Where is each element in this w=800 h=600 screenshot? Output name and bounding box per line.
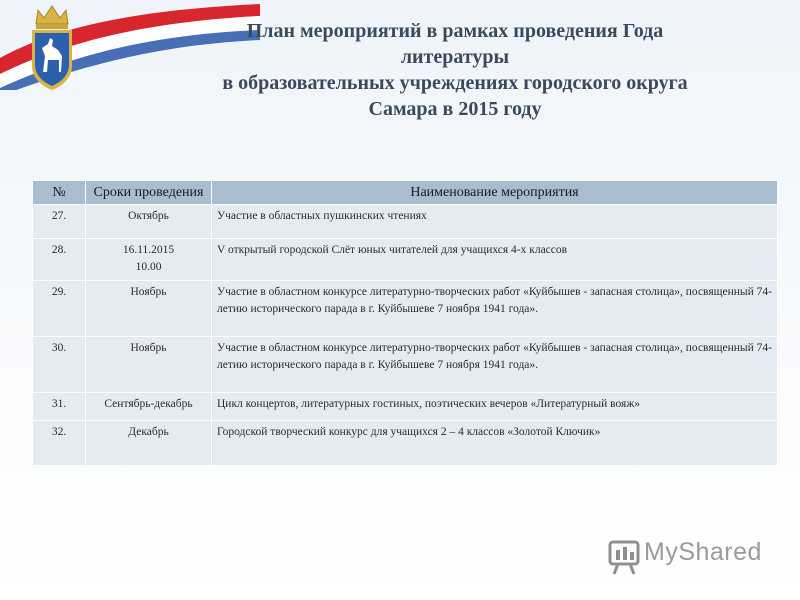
row-date — [86, 239, 212, 281]
row-date: Сентябрь-декабрь — [86, 393, 212, 421]
header-event-name: Наименование мероприятия — [212, 181, 778, 205]
row-event-name: V открытый городской Слёт юных читателей для учащихся 4-х классов — [212, 239, 778, 281]
page-title — [120, 18, 790, 122]
table-header-row — [33, 181, 778, 205]
header-number: № — [33, 181, 86, 205]
row-number: 27. — [33, 205, 86, 239]
events-table — [32, 180, 778, 466]
row-date: Ноябрь — [86, 281, 212, 337]
row-number: 29. — [33, 281, 86, 337]
row-number: 32. — [33, 421, 86, 466]
title-line-2: литературы — [400, 46, 510, 68]
header-dates: Сроки проведения — [86, 181, 212, 205]
table-row — [33, 281, 778, 337]
row-date: Октябрь — [86, 205, 212, 239]
samara-coat-of-arms-icon — [26, 4, 78, 94]
table-row — [33, 239, 778, 281]
row-date: Декабрь — [86, 421, 212, 466]
title-line-4: Самара в 2015 году — [368, 98, 542, 120]
table-row — [33, 337, 778, 393]
table-row — [33, 393, 778, 421]
row-number: 28. — [33, 239, 86, 281]
row-event-name: Участие в областном конкурсе литературно-творческих работ «Куйбышев - запасная столица», посвященный 74-летию исторического парада в г. Куйбышеве 7 ноября 1941 года». — [212, 337, 778, 393]
table-row — [33, 205, 778, 239]
title-line-3: в образовательных учреждениях городского округа — [222, 72, 688, 94]
row-time-value: 10.00 — [135, 261, 162, 273]
row-event-name: Участие в областных пушкинских чтениях — [212, 205, 778, 239]
row-date-value: 16.11.2015 — [122, 244, 175, 256]
row-number: 30. — [33, 337, 86, 393]
row-event-name: Цикл концертов, литературных гостиных, поэтических вечеров «Литературный вояж» — [212, 393, 778, 421]
row-event-name: Городской творческий конкурс для учащихся 2 – 4 классов «Золотой Ключик» — [212, 421, 778, 466]
row-date: Ноябрь — [86, 337, 212, 393]
table-row — [33, 421, 778, 466]
row-event-name: Участие в областном конкурсе литературно-творческих работ «Куйбышев - запасная столица», посвященный 74-летию исторического парада в г. Куйбышеве 7 ноября 1941 года». — [212, 281, 778, 337]
row-number: 31. — [33, 393, 86, 421]
title-line-1: План мероприятий в рамках проведения Года — [246, 20, 664, 42]
watermark-text: MyShared — [644, 538, 762, 566]
